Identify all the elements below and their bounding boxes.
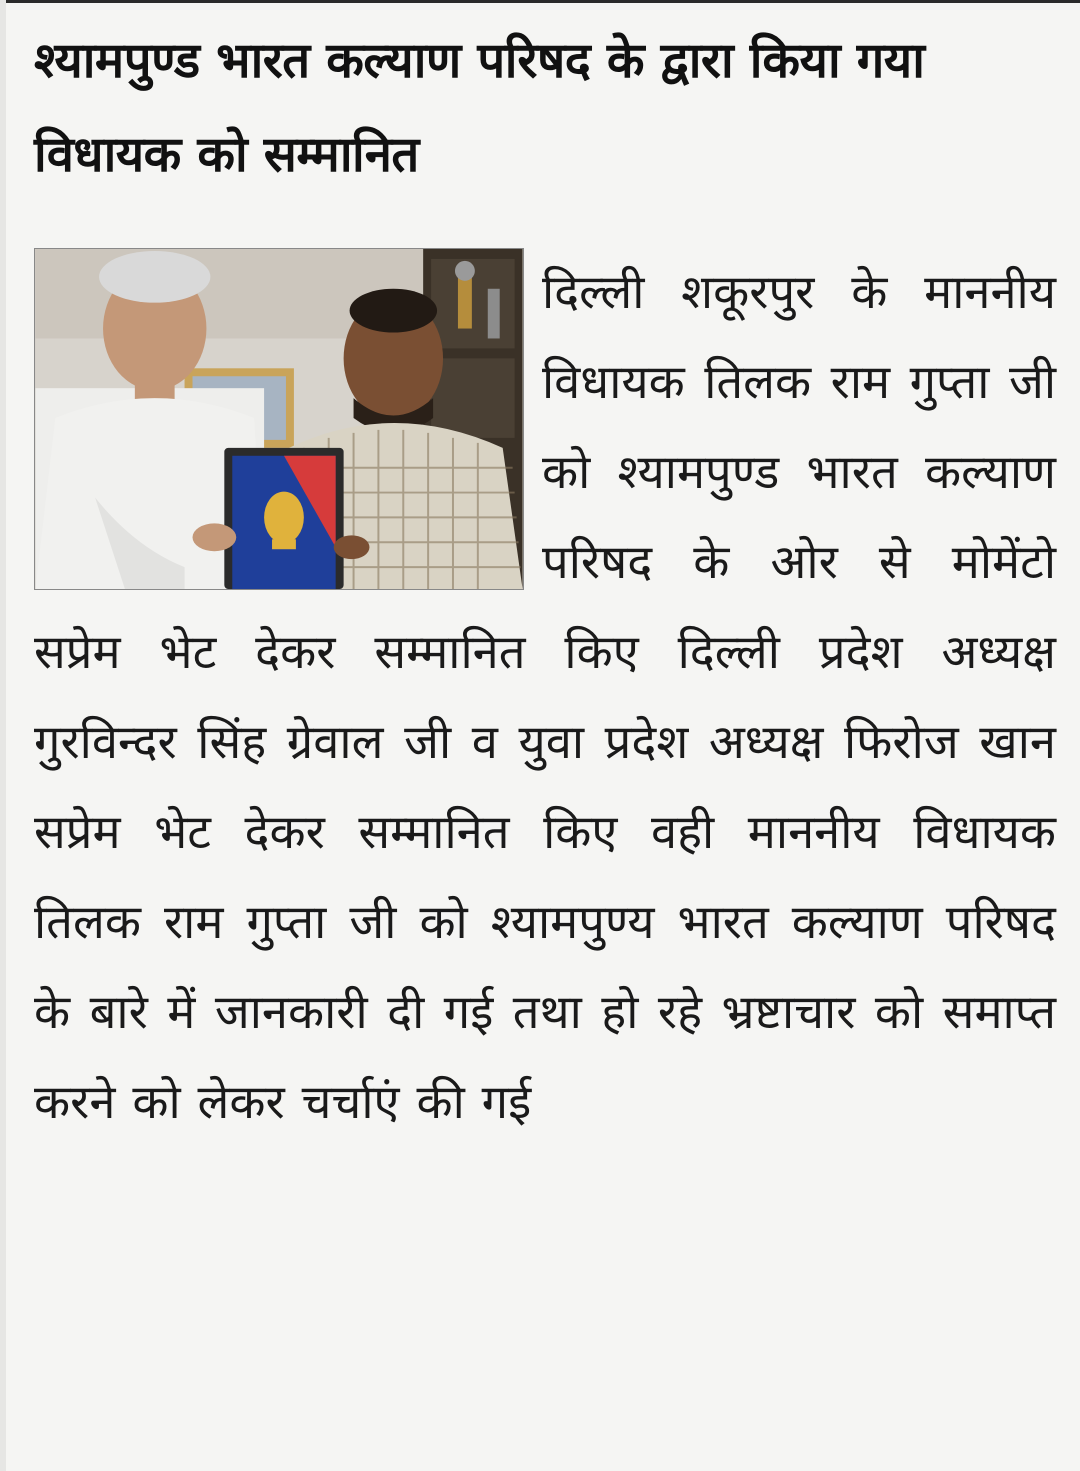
top-border: [0, 0, 1080, 3]
photo-illustration: [35, 249, 523, 589]
left-edge: [0, 0, 6, 1471]
article-text: दिल्ली शकूरपुर के माननीय विधायक तिलक राम गुप्ता जी को श्यामपुण्ड भारत कल्याण परिषद के ओर से मोमेंटो सप्रेम भेट देकर सम्मानित किए दिल्ली प्रदेश अध्यक्ष गुरविन्दर सिंह ग्रेवाल जी व युवा प्रदेश अध्यक्ष फिरोज खान सप्रेम भेट देकर सम्मानित किए वही माननीय विधायक तिलक राम गुप्ता जी को श्यामपुण्य भारत कल्याण परिषद के बारे में जानकारी दी गई तथा हो रहे भ्रष्टाचार को समाप्त करने को लेकर चर्चाएं की गई: [34, 265, 1056, 1130]
article-body: [34, 248, 1056, 1148]
article-photo: [34, 248, 524, 590]
article-headline: श्यामपुण्ड भारत कल्याण परिषद के द्वारा किया गया विधायक को सम्मानित: [34, 32, 925, 183]
news-article: [34, 14, 1056, 1148]
